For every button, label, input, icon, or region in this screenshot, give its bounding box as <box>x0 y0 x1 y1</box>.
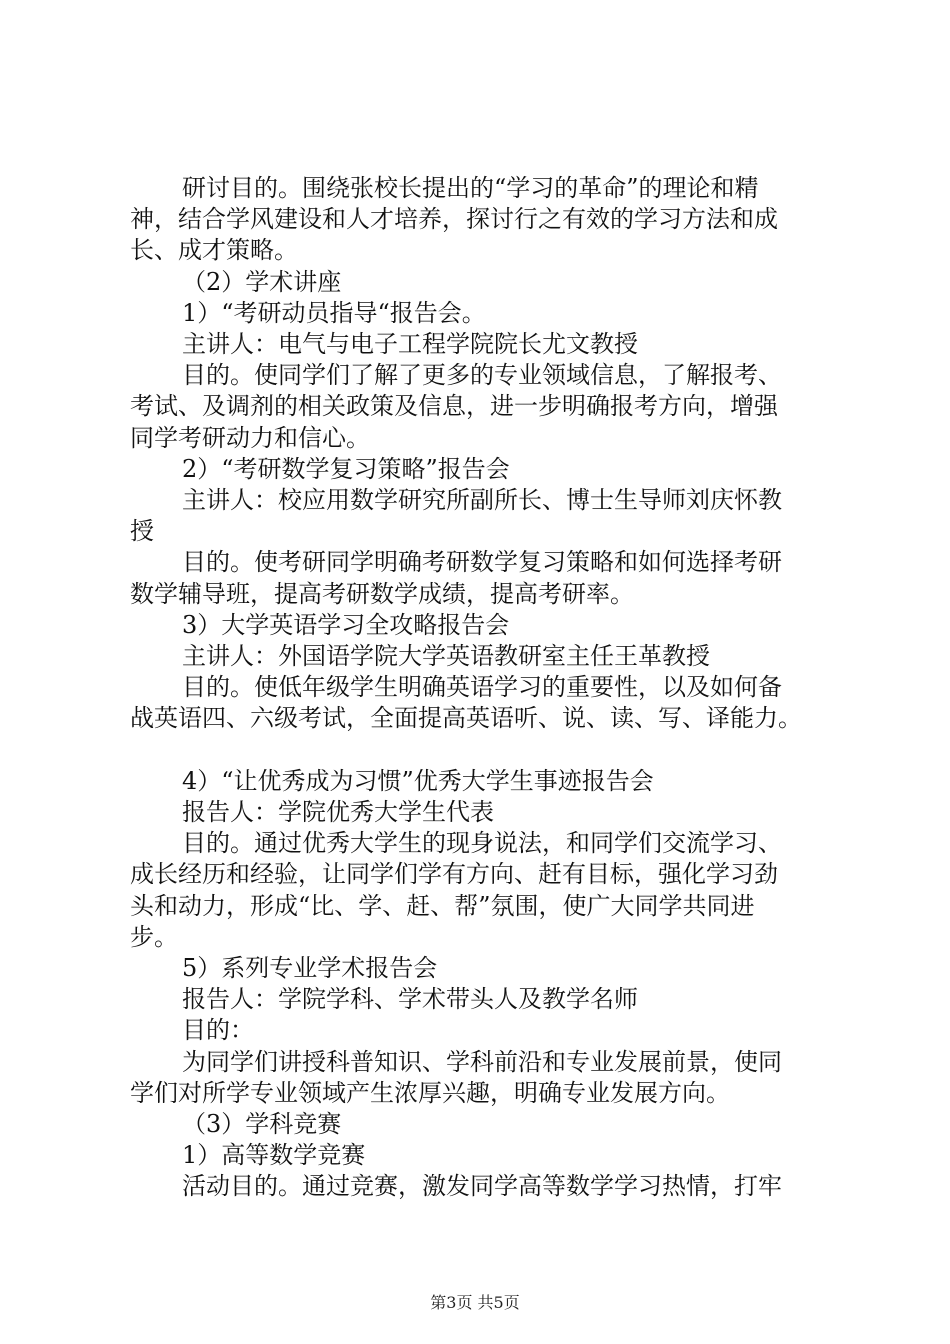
text-line: 为同学们讲授科普知识、学科前沿和专业发展前景，使同 <box>182 1047 782 1076</box>
subsection-heading: 5）系列专业学术报告会 <box>182 954 438 983</box>
subsection-heading: 3）大学英语学习全攻略报告会 <box>182 610 510 639</box>
text-line: 神，结合学风建设和人才培养，探讨行之有效的学习方法和成 <box>130 205 778 234</box>
text-line: 主讲人：外国语学院大学英语教研室主任王革教授 <box>182 642 710 671</box>
text-line: 学们对所学专业领域产生浓厚兴趣，明确专业发展方向。 <box>130 1078 730 1107</box>
text-line: 长、成才策略。 <box>130 236 298 265</box>
section-heading: （2）学术讲座 <box>182 267 342 296</box>
text-line: 目的。通过优秀大学生的现身说法，和同学们交流学习、 <box>182 829 782 858</box>
page-footer: 第3页 共5页 <box>430 1293 520 1312</box>
text-line: 头和动力，形成“比、学、赶、帮”氛围，使广大同学共同进 <box>130 891 755 920</box>
text-line: 目的。使低年级学生明确英语学习的重要性，以及如何备 <box>182 673 782 702</box>
document-body <box>130 173 835 1203</box>
text-line: 数学辅导班，提高考研数学成绩，提高考研率。 <box>130 579 634 608</box>
subsection-heading: 1）“考研动员指导“报告会。 <box>182 298 486 327</box>
text-line: 成长经历和经验，让同学们学有方向、赶有目标，强化学习劲 <box>130 860 778 889</box>
text-line: 目的。使同学们了解了更多的专业领域信息，了解报考、 <box>182 361 782 390</box>
text-line: 目的。使考研同学明确考研数学复习策略和如何选择考研 <box>182 548 782 577</box>
subsection-heading: 1）高等数学竞赛 <box>182 1141 366 1170</box>
text-line: 报告人：学院学科、学术带头人及教学名师 <box>182 985 638 1014</box>
section-heading: （3）学科竞赛 <box>182 1110 342 1139</box>
blank-line <box>130 735 835 766</box>
subsection-heading: 4）“让优秀成为习惯”优秀大学生事迹报告会 <box>182 766 654 795</box>
text-line: 授 <box>130 517 154 546</box>
text-line: 报告人：学院优秀大学生代表 <box>182 798 494 827</box>
text-line: 研讨目的。围绕张校长提出的“学习的革命”的理论和精 <box>182 174 759 202</box>
subsection-heading: 2）“考研数学复习策略”报告会 <box>182 454 510 483</box>
text-line: 活动目的。通过竞赛，激发同学高等数学学习热情，打牢 <box>182 1172 782 1201</box>
text-line: 主讲人：校应用数学研究所副所长、博士生导师刘庆怀教 <box>182 486 782 515</box>
text-line: 目的： <box>182 1016 254 1045</box>
text-line: 战英语四、六级考试，全面提高英语听、说、读、写、译能力。 <box>130 704 802 733</box>
text-line: 步。 <box>130 922 178 951</box>
text-line: 考试、及调剂的相关政策及信息，进一步明确报考方向，增强 <box>130 392 778 421</box>
text-line: 同学考研动力和信心。 <box>130 423 370 452</box>
text-line: 主讲人：电气与电子工程学院院长尤文教授 <box>182 330 638 359</box>
